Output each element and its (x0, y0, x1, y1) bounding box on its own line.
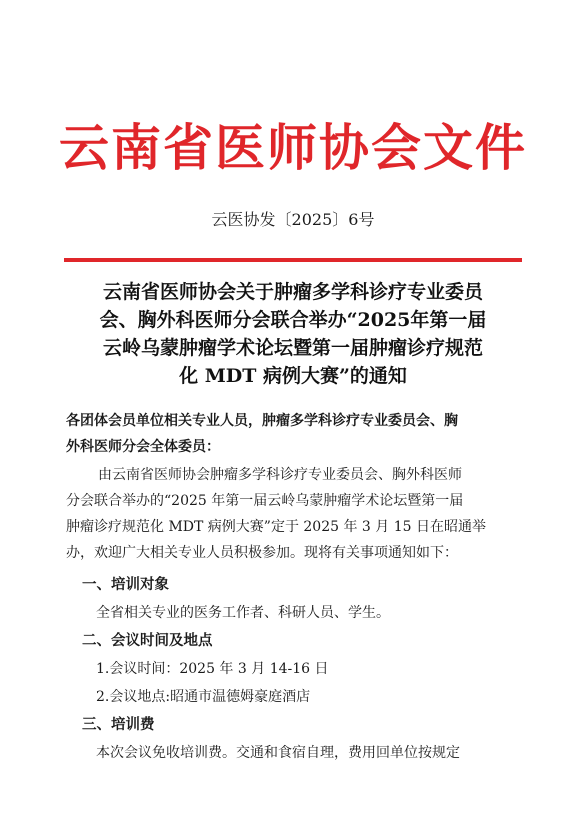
notice-title-line-1: 云南省医师协会关于肿瘤多学科诊疗专业委员 (102, 281, 483, 303)
section-2-heading: 二、会议时间及地点 (82, 632, 213, 649)
notice-title-line-3: 云岭乌蒙肿瘤学术论坛暨第一届肿瘤诊疗规范 (102, 337, 483, 359)
section-3-heading: 三、培训费 (82, 716, 155, 733)
paragraph-line-4: 办，欢迎广大相关专业人员积极参加。现将有关事项通知如下： (66, 545, 458, 561)
section-2-item-2: 2.会议地点:昭通市温德姆豪庭酒店 (96, 689, 311, 705)
document-header-title: 云南省医师协会文件 (59, 118, 527, 177)
notice-title-line-2: 会、胸外科医师分会联合举办“2025年第一届 (99, 309, 487, 331)
section-1-text: 全省相关专业的医务工作者、科研人员、学生。 (96, 605, 390, 621)
addressee-line-2: 外科医师分会全体委员： (66, 439, 220, 455)
red-divider-rule (64, 258, 522, 262)
notice-title (64, 278, 522, 390)
paragraph-line-2: 分会联合举办的“2025 年第一届云岭乌蒙肿瘤学术论坛暨第一届 (66, 493, 464, 509)
document-number: 云医协发〔2025〕6号 (211, 210, 375, 229)
paragraph-line-1: 由云南省医师协会肿瘤多学科诊疗专业委员会、胸外科医师 (98, 467, 462, 483)
section-3-text: 本次会议免收培训费。交通和食宿自理，费用回单位按规定 (96, 745, 460, 761)
notice-title-line-4: 化 MDT 病例大赛”的通知 (179, 365, 407, 387)
addressee-line-1: 各团体会员单位相关专业人员，肿瘤多学科诊疗专业委员会、胸 (66, 413, 458, 429)
section-1-heading: 一、培训对象 (82, 576, 169, 593)
paragraph-line-3: 肿瘤诊疗规范化 MDT 病例大赛”定于 2025 年 3 月 15 日在昭通举 (66, 519, 487, 535)
section-2-item-1: 1.会议时间：2025 年 3 月 14-16 日 (96, 661, 329, 677)
